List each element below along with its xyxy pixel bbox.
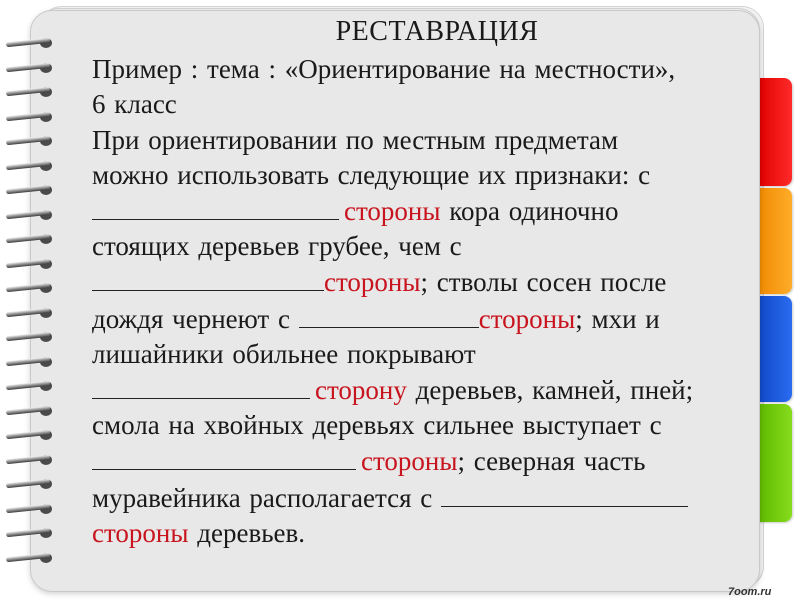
answer-text: сторону (315, 375, 407, 406)
page-title: РЕСТАВРАЦИЯ (335, 16, 539, 47)
text-line (92, 123, 742, 158)
watermark: 7oom.ru (728, 586, 772, 598)
answer-blank[interactable] (92, 193, 339, 220)
spiral-ring (6, 283, 58, 293)
spiral-ring (6, 528, 58, 538)
text-line (92, 337, 742, 372)
text-span: смола на хвойных деревьях сильнее выступает с (92, 410, 662, 441)
tab-blue[interactable] (758, 296, 792, 402)
spiral-ring (6, 455, 58, 465)
spiral-ring (6, 406, 58, 416)
answer-blank[interactable] (92, 372, 310, 399)
spiral-binding (0, 38, 60, 578)
spiral-ring (6, 308, 58, 318)
spiral-ring (6, 185, 58, 195)
text-line (92, 372, 742, 408)
tab-green[interactable] (758, 404, 792, 522)
text-span: ; мхи и (575, 303, 660, 334)
text-line (92, 229, 742, 264)
text-span: муравейника располагается с (92, 482, 433, 513)
answer-text: стороны (92, 517, 189, 548)
text-line (92, 158, 742, 193)
spiral-ring (6, 87, 58, 97)
spiral-ring (6, 112, 58, 122)
answer-blank[interactable] (92, 264, 324, 291)
text-line (92, 52, 742, 87)
spiral-ring (6, 210, 58, 220)
text-span: деревьев, камней, пней; (406, 375, 694, 406)
text-span: можно использовать следующие их признаки: с (92, 159, 651, 190)
text-line (92, 301, 742, 337)
text-span: деревьев. (188, 517, 306, 548)
text-line (92, 408, 742, 443)
spiral-ring (6, 234, 58, 244)
spiral-ring (6, 357, 58, 367)
text-line (92, 480, 742, 516)
spiral-ring (6, 38, 58, 48)
spiral-ring (6, 479, 58, 489)
spiral-ring (6, 259, 58, 269)
text-line (92, 516, 742, 551)
spiral-ring (6, 63, 58, 73)
text-span: дождя чернеют с (92, 303, 290, 334)
spiral-ring (6, 553, 58, 563)
text-span: Пример : тема : «Ориентирование на местности», (92, 54, 676, 85)
answer-text: стороны (361, 446, 458, 477)
answer-text: стороны (478, 303, 576, 334)
text-span: ; стволы сосен после (420, 267, 667, 298)
tab-red[interactable] (758, 78, 792, 186)
text-line (92, 264, 742, 300)
text-span: ; северная часть (457, 446, 646, 477)
text-span: лишайники обильнее покрывают (92, 338, 476, 369)
answer-blank[interactable] (299, 301, 479, 328)
tab-orange[interactable] (758, 188, 792, 294)
spiral-ring (6, 381, 58, 391)
spiral-ring (6, 430, 58, 440)
answer-blank[interactable] (92, 443, 356, 470)
text-span: 6 класс (92, 89, 177, 120)
page-content (92, 14, 742, 551)
text-line (92, 443, 742, 479)
spiral-ring (6, 136, 58, 146)
text-line (92, 193, 742, 229)
answer-blank[interactable] (441, 480, 688, 507)
text-span: стоящих деревьев грубее, чем с (92, 231, 462, 262)
spiral-ring (6, 332, 58, 342)
text-span: кора одиночно (440, 196, 619, 227)
spiral-ring (6, 161, 58, 171)
text-line (92, 87, 742, 122)
answer-text: стороны (324, 267, 421, 298)
answer-text: стороны (344, 196, 441, 227)
spiral-ring (6, 504, 58, 514)
text-span: При ориентировании по местным предметам (92, 124, 619, 155)
